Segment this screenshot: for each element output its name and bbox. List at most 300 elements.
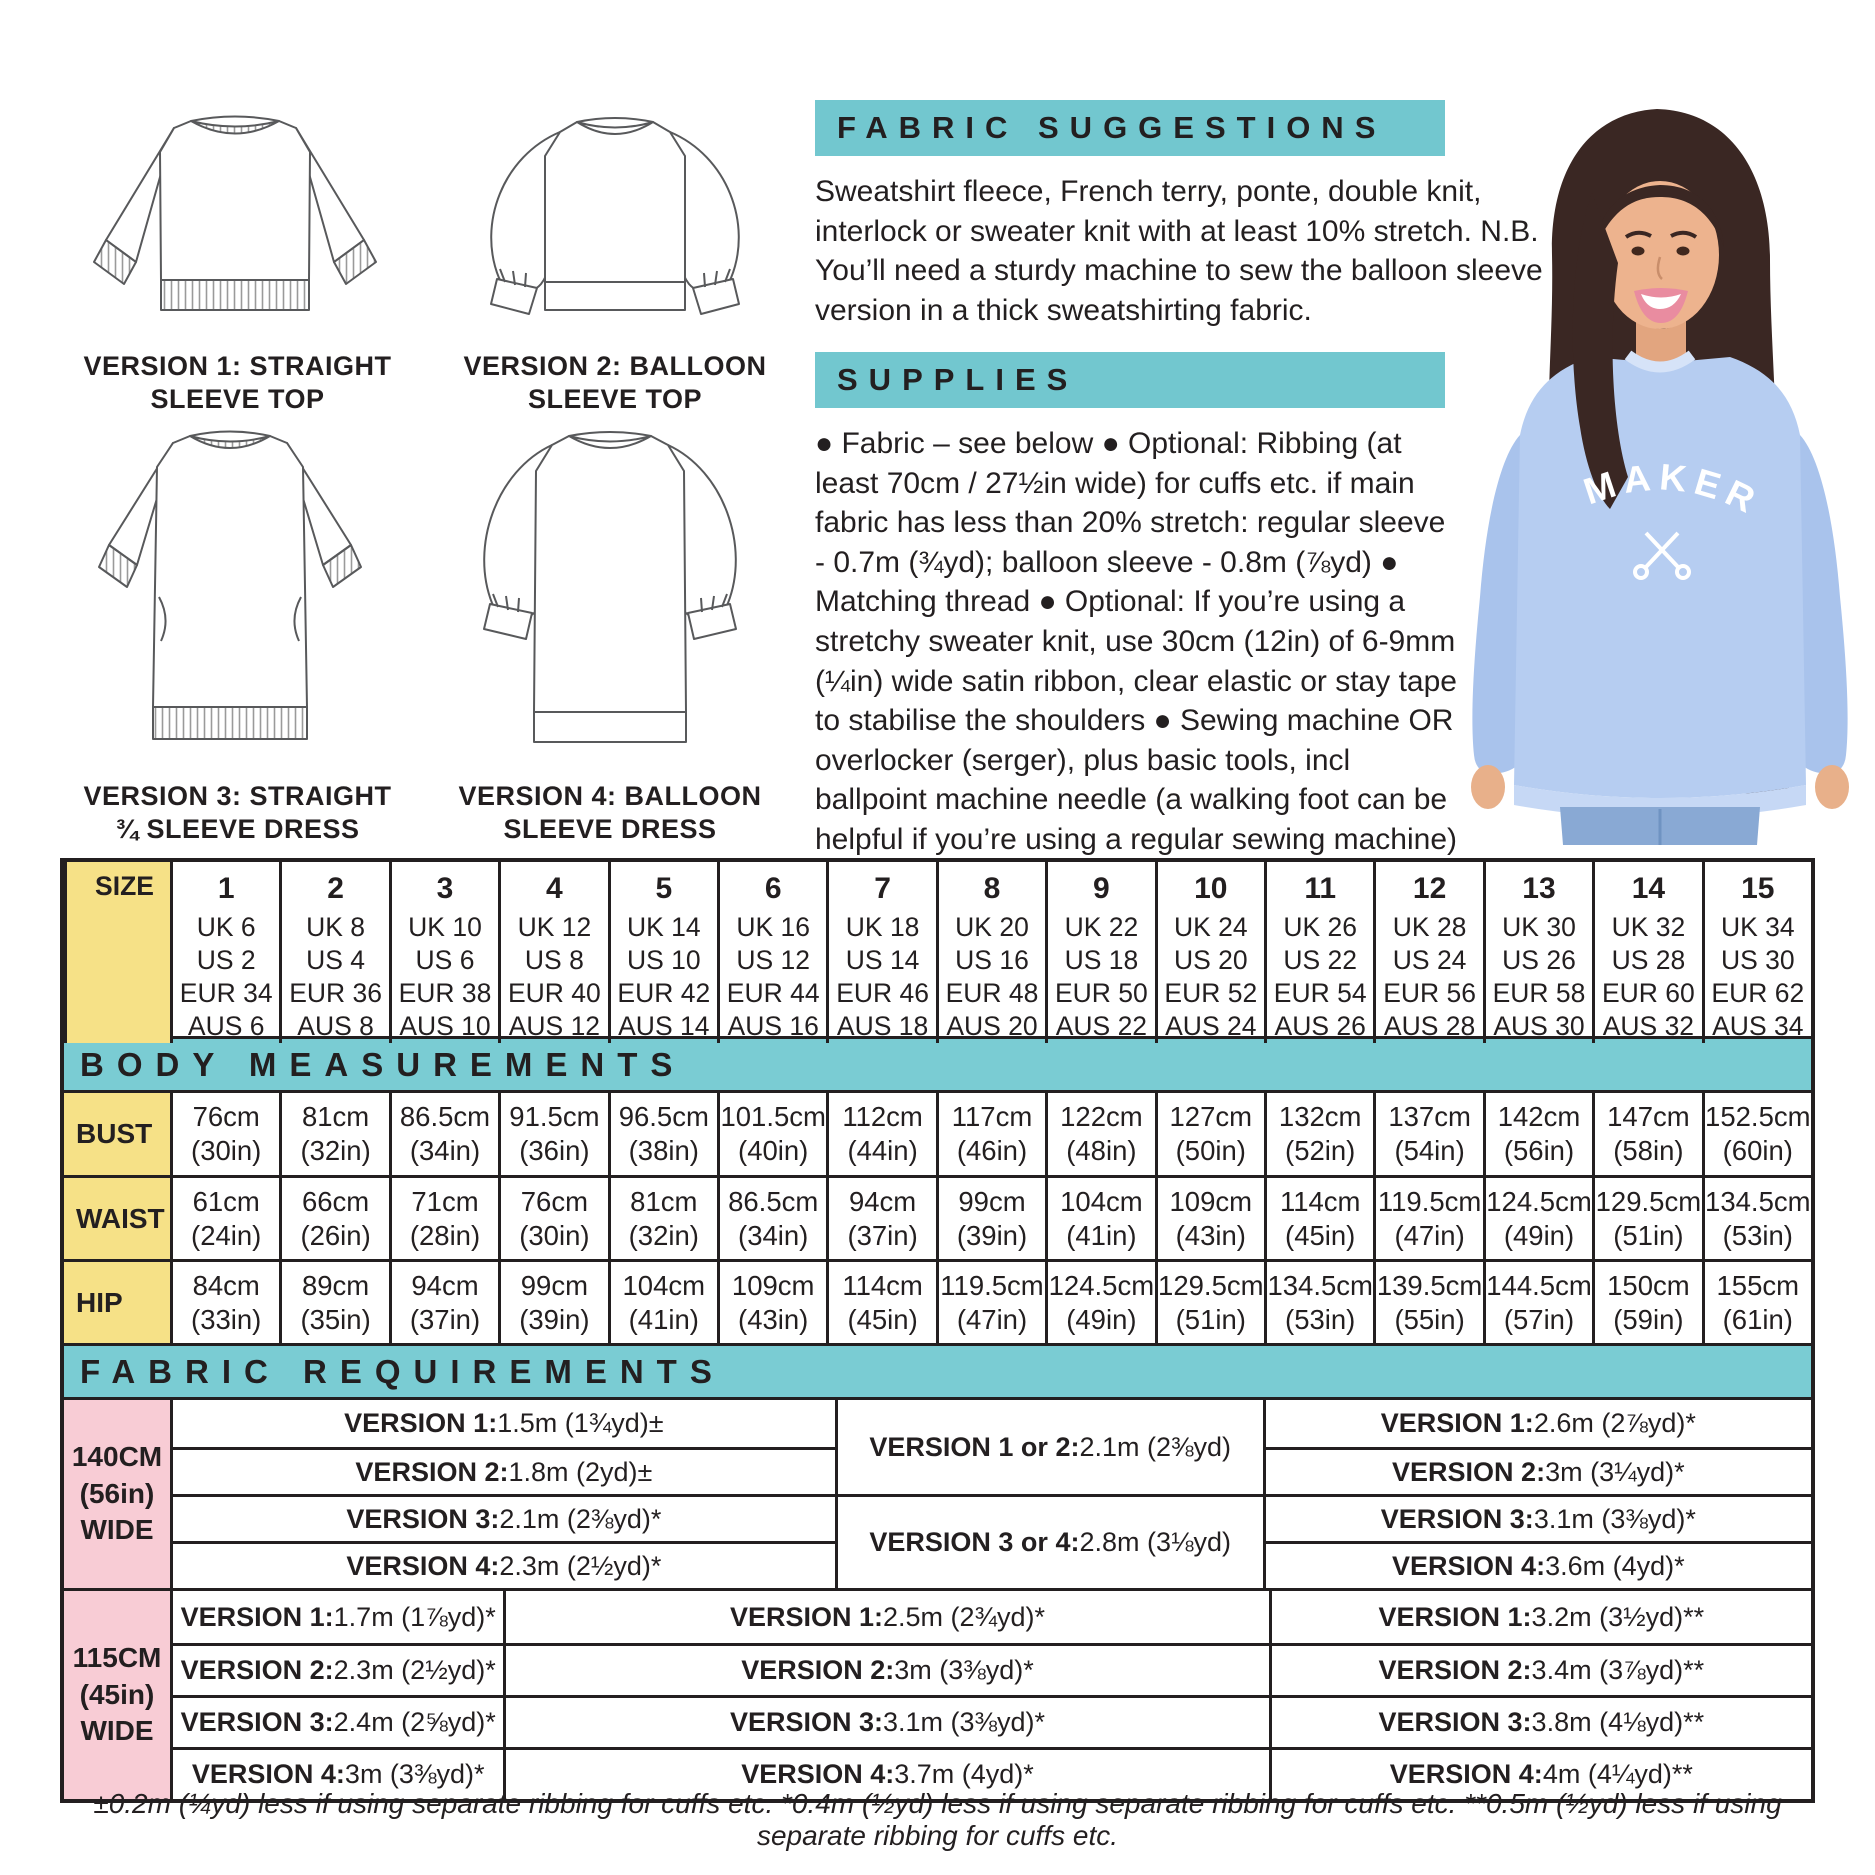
measurement-value bbox=[1483, 1093, 1592, 1175]
value-in: (34in) bbox=[409, 1135, 481, 1166]
version-2-caption bbox=[445, 350, 785, 416]
value-cm: 124.5cm bbox=[1048, 1269, 1155, 1301]
measurement-value bbox=[1592, 1259, 1701, 1343]
value-cm: 119.5cm bbox=[940, 1269, 1044, 1301]
value-in: (32in) bbox=[300, 1135, 371, 1166]
value-cm: 99cm bbox=[520, 1269, 589, 1301]
fabric-requirement-cell: VERSION 2: 1.8m (2yd)± bbox=[170, 1447, 835, 1494]
size-eur: EUR 36 bbox=[289, 977, 382, 1008]
measurement-value bbox=[170, 1175, 279, 1259]
version-label: VERSION 3: bbox=[1378, 1707, 1532, 1737]
value-cm: 142cm bbox=[1497, 1101, 1581, 1133]
size-us: US 14 bbox=[845, 944, 920, 975]
value-in: (61in) bbox=[1722, 1303, 1793, 1335]
size-eur: EUR 62 bbox=[1711, 977, 1805, 1008]
value-in: (26in) bbox=[300, 1219, 371, 1251]
size-uk: UK 20 bbox=[955, 911, 1029, 942]
size-row-label: SIZE bbox=[64, 862, 170, 1043]
size-number: 14 bbox=[1631, 872, 1666, 905]
size-us: US 22 bbox=[1283, 944, 1358, 975]
size-eur: EUR 60 bbox=[1601, 977, 1695, 1008]
size-column bbox=[1045, 862, 1154, 1043]
version-label: VERSION 2: bbox=[355, 1456, 509, 1487]
value-in: (50in) bbox=[1175, 1135, 1246, 1166]
size-column bbox=[1373, 862, 1482, 1043]
size-number: 8 bbox=[983, 872, 1001, 905]
measurement-value bbox=[1483, 1259, 1592, 1343]
measurement-value bbox=[1373, 1259, 1482, 1343]
size-number: 9 bbox=[1093, 872, 1110, 905]
fabric-requirement-cell: VERSION 4: 3.7m (4yd)* bbox=[503, 1747, 1268, 1799]
fabric-requirement-cell: VERSION 4: 3m (3⅜yd)* bbox=[170, 1747, 503, 1799]
fabric-requirement-cell: VERSION 2: 3m (3⅜yd)* bbox=[503, 1643, 1268, 1695]
size-aus: AUS 12 bbox=[508, 1010, 601, 1041]
version-label: VERSION 3: bbox=[346, 1503, 500, 1534]
measurement-label: BUST bbox=[64, 1093, 170, 1175]
fabric-requirement-cell: VERSION 2: 2.3m (2½yd)* bbox=[170, 1643, 503, 1695]
value-in: (52in) bbox=[1285, 1135, 1356, 1166]
size-aus: AUS 34 bbox=[1712, 1010, 1804, 1041]
supplies-title: SUPPLIES bbox=[837, 362, 1079, 397]
size-column bbox=[826, 862, 935, 1043]
measurement-value bbox=[1373, 1093, 1482, 1175]
value-cm: 112cm bbox=[842, 1101, 923, 1133]
value-cm: 94cm bbox=[411, 1269, 479, 1301]
value-in: (60in) bbox=[1722, 1135, 1793, 1166]
size-uk: UK 14 bbox=[626, 911, 701, 942]
measurement-value bbox=[1155, 1093, 1264, 1175]
caption-line: VERSION 4: BALLOON bbox=[458, 781, 762, 811]
value-cm: 76cm bbox=[192, 1101, 260, 1133]
value-cm: 99cm bbox=[958, 1185, 1026, 1217]
size-column bbox=[389, 862, 498, 1043]
version-4-drawing bbox=[440, 405, 780, 777]
measurement-value bbox=[608, 1259, 717, 1343]
size-uk: UK 8 bbox=[306, 911, 366, 942]
value-cm: 127cm bbox=[1169, 1101, 1253, 1133]
value-in: (53in) bbox=[1285, 1303, 1356, 1335]
value-cm: 152.5cm bbox=[1705, 1101, 1811, 1133]
value-cm: 109cm bbox=[731, 1269, 815, 1301]
value-cm: 124.5cm bbox=[1486, 1185, 1592, 1217]
measurement-value bbox=[1373, 1175, 1482, 1259]
measurement-value bbox=[936, 1259, 1045, 1343]
size-aus: AUS 32 bbox=[1602, 1010, 1695, 1041]
value-in: (47in) bbox=[1394, 1219, 1465, 1251]
fabric-requirement-cell: VERSION 4: 4m (4¼yd)** bbox=[1269, 1747, 1811, 1799]
measurement-value bbox=[608, 1175, 717, 1259]
size-uk: UK 10 bbox=[408, 911, 482, 942]
size-uk: UK 16 bbox=[736, 911, 811, 942]
supplies-header bbox=[815, 352, 1445, 408]
value-in: (43in) bbox=[1175, 1219, 1246, 1251]
value-in: (41in) bbox=[628, 1303, 699, 1335]
size-chart-table bbox=[60, 858, 1815, 1803]
fabric-suggestions-header bbox=[815, 100, 1445, 156]
size-uk: UK 26 bbox=[1283, 911, 1358, 942]
measurement-label: HIP bbox=[64, 1259, 170, 1343]
size-eur: EUR 38 bbox=[398, 977, 492, 1008]
value-cm: 89cm bbox=[301, 1269, 370, 1301]
value-cm: 104cm bbox=[622, 1269, 706, 1301]
value-in: (56in) bbox=[1503, 1135, 1575, 1166]
value-cm: 104cm bbox=[1060, 1185, 1143, 1217]
size-header-row bbox=[64, 862, 1811, 1041]
width-label-line: 140CM bbox=[71, 1441, 163, 1473]
measurement-value bbox=[1045, 1093, 1154, 1175]
fabric-width-label bbox=[64, 1591, 170, 1799]
fabric-requirement-cell: VERSION 3: 3.1m (3⅜yd)* bbox=[1263, 1494, 1811, 1541]
version-label: VERSION 3: bbox=[180, 1707, 334, 1737]
size-number: 3 bbox=[436, 872, 454, 905]
measurement-value bbox=[1045, 1175, 1154, 1259]
size-column bbox=[170, 862, 279, 1043]
size-uk: UK 22 bbox=[1064, 911, 1139, 942]
fabric-requirements-115cm bbox=[64, 1588, 1811, 1799]
version-3-caption bbox=[70, 780, 405, 846]
value-in: (36in) bbox=[519, 1135, 590, 1166]
value-cm: 86.5cm bbox=[399, 1101, 491, 1133]
value-in: (30in) bbox=[519, 1219, 590, 1251]
value-in: (54in) bbox=[1394, 1135, 1465, 1166]
size-eur: EUR 48 bbox=[945, 977, 1039, 1008]
value-in: (57in) bbox=[1503, 1303, 1575, 1335]
value-in: (55in) bbox=[1394, 1303, 1465, 1335]
fabric-requirement-cell: VERSION 2: 3.4m (3⅞yd)** bbox=[1269, 1643, 1811, 1695]
caption-line: SLEEVE TOP bbox=[150, 383, 325, 414]
value-cm: 117cm bbox=[951, 1101, 1033, 1133]
size-column bbox=[608, 862, 717, 1043]
version-1-caption bbox=[70, 350, 405, 416]
value-in: (48in) bbox=[1066, 1135, 1137, 1166]
size-uk: UK 32 bbox=[1611, 911, 1686, 942]
size-us: US 8 bbox=[524, 944, 584, 975]
measurement-value bbox=[936, 1175, 1045, 1259]
version-2-drawing bbox=[445, 92, 785, 344]
fabric-requirement-cell: VERSION 4: 3.6m (4yd)* bbox=[1263, 1541, 1811, 1588]
caption-line: SLEEVE DRESS bbox=[503, 813, 717, 844]
size-us: US 24 bbox=[1392, 944, 1467, 975]
size-eur: EUR 42 bbox=[617, 977, 711, 1008]
size-eur: EUR 50 bbox=[1054, 977, 1148, 1008]
value-cm: 129.5cm bbox=[1158, 1269, 1264, 1301]
size-aus: AUS 28 bbox=[1383, 1010, 1476, 1041]
model-photo bbox=[1440, 95, 1875, 845]
fabric-requirement-cell: VERSION 2: 3m (3¼yd)* bbox=[1263, 1447, 1811, 1494]
caption-line: VERSION 2: BALLOON bbox=[463, 351, 767, 381]
value-cm: 134.5cm bbox=[1705, 1185, 1811, 1217]
value-in: (49in) bbox=[1503, 1219, 1575, 1251]
measurement-value bbox=[826, 1175, 935, 1259]
size-number: 12 bbox=[1412, 872, 1447, 905]
value-cm: 109cm bbox=[1169, 1185, 1253, 1217]
size-eur: EUR 40 bbox=[507, 977, 601, 1008]
fabric-requirement-cell: VERSION 1: 1.7m (1⅞yd)* bbox=[170, 1591, 503, 1643]
body-measurements-title: BODY MEASUREMENTS bbox=[80, 1045, 686, 1083]
fabric-width-label bbox=[64, 1400, 170, 1588]
size-uk: UK 34 bbox=[1720, 911, 1795, 942]
version-label: VERSION 2: bbox=[180, 1655, 334, 1685]
fabric-requirement-cell: VERSION 4: 2.3m (2½yd)* bbox=[170, 1541, 835, 1588]
size-column bbox=[1592, 862, 1701, 1043]
measurement-value bbox=[498, 1259, 607, 1343]
value-cm: 101.5cm bbox=[720, 1101, 826, 1133]
value-cm: 144.5cm bbox=[1486, 1269, 1592, 1301]
size-aus: AUS 14 bbox=[618, 1010, 710, 1041]
size-aus: AUS 18 bbox=[836, 1010, 929, 1041]
size-aus: AUS 16 bbox=[727, 1010, 819, 1041]
fabric-suggestions-body: Sweatshirt fleece, French terry, ponte, double knit, interlock or sweater knit with at least 10% stretch. N.B. You’ll need a sturdy machine to sew the balloon sleeve version in a thick sweatshirting fabric. bbox=[815, 175, 1543, 327]
size-us: US 4 bbox=[306, 944, 366, 975]
size-aus: AUS 24 bbox=[1165, 1010, 1257, 1041]
size-us: US 12 bbox=[736, 944, 811, 975]
value-in: (30in) bbox=[191, 1135, 262, 1166]
size-uk: UK 28 bbox=[1392, 911, 1467, 942]
fabric-requirements-140cm bbox=[64, 1397, 1811, 1588]
caption-line: ¾ SLEEVE DRESS bbox=[115, 813, 360, 844]
value-in: (58in) bbox=[1613, 1135, 1684, 1166]
size-uk: UK 12 bbox=[517, 911, 592, 942]
size-eur: EUR 46 bbox=[836, 977, 929, 1008]
measurement-value bbox=[1045, 1259, 1154, 1343]
value-in: (33in) bbox=[191, 1303, 262, 1335]
footnote: ±0.2m (¼yd) less if using separate ribbing for cuffs etc. *0.4m (½yd) less if using separate ribbing for cuffs etc. **0.5m (½yd) less if using separate ribbing for cuffs etc. bbox=[93, 1788, 1782, 1851]
value-cm: 66cm bbox=[301, 1185, 370, 1217]
value-in: (44in) bbox=[847, 1135, 918, 1166]
version-label: VERSION 1: bbox=[1380, 1408, 1534, 1438]
size-column bbox=[717, 862, 826, 1043]
fabric-requirement-cell: VERSION 1: 1.5m (1¾yd)± bbox=[170, 1400, 835, 1447]
size-aus: AUS 20 bbox=[946, 1010, 1038, 1041]
value-cm: 119.5cm bbox=[1377, 1185, 1482, 1217]
value-cm: 84cm bbox=[192, 1269, 260, 1301]
size-us: US 26 bbox=[1502, 944, 1576, 975]
measurement-label: WAIST bbox=[64, 1175, 170, 1259]
width-label-line: WIDE bbox=[80, 1715, 154, 1747]
version-label: VERSION 1: bbox=[180, 1601, 334, 1632]
value-in: (37in) bbox=[409, 1303, 481, 1335]
measurement-value bbox=[389, 1175, 498, 1259]
value-cm: 147cm bbox=[1607, 1101, 1690, 1133]
measurement-value bbox=[1592, 1093, 1701, 1175]
measurement-value bbox=[279, 1093, 388, 1175]
version-label: VERSION 1 or 2: bbox=[869, 1431, 1080, 1462]
value-in: (28in) bbox=[409, 1219, 481, 1251]
size-column bbox=[498, 862, 607, 1043]
size-number: 15 bbox=[1741, 872, 1775, 905]
size-number: 7 bbox=[874, 872, 891, 905]
caption-line: SLEEVE TOP bbox=[527, 383, 703, 414]
measurement-value bbox=[389, 1093, 498, 1175]
value-in: (51in) bbox=[1613, 1219, 1684, 1251]
hand bbox=[1471, 765, 1505, 809]
body-measurements-band bbox=[64, 1036, 1811, 1090]
fabric-requirement-cell: VERSION 3: 2.4m (2⅝yd)* bbox=[170, 1695, 503, 1747]
size-uk: UK 6 bbox=[196, 911, 256, 942]
version-4-caption bbox=[440, 780, 780, 846]
value-in: (38in) bbox=[628, 1135, 699, 1166]
value-in: (24in) bbox=[191, 1219, 262, 1251]
size-number: 11 bbox=[1304, 872, 1337, 905]
size-eur: EUR 56 bbox=[1383, 977, 1476, 1008]
value-cm: 129.5cm bbox=[1595, 1185, 1702, 1217]
size-number: 5 bbox=[655, 872, 673, 905]
size-us: US 10 bbox=[626, 944, 701, 975]
value-cm: 122cm bbox=[1060, 1101, 1143, 1133]
value-cm: 81cm bbox=[630, 1185, 698, 1217]
size-number: 1 bbox=[217, 872, 235, 905]
size-uk: UK 24 bbox=[1173, 911, 1248, 942]
size-aus: AUS 6 bbox=[187, 1010, 265, 1041]
measurement-value bbox=[1264, 1175, 1373, 1259]
size-us: US 16 bbox=[955, 944, 1029, 975]
value-in: (35in) bbox=[300, 1303, 371, 1335]
version-1-drawing bbox=[70, 92, 400, 344]
width-label-line: 115CM bbox=[72, 1642, 162, 1674]
size-number: 6 bbox=[764, 872, 782, 905]
size-us: US 20 bbox=[1173, 944, 1248, 975]
measurement-value bbox=[1702, 1259, 1811, 1343]
measurement-value bbox=[717, 1093, 826, 1175]
value-in: (46in) bbox=[956, 1135, 1028, 1166]
version-label: VERSION 2: bbox=[1392, 1456, 1546, 1487]
version-label: VERSION 2: bbox=[741, 1655, 895, 1685]
width-label-line: WIDE bbox=[80, 1514, 154, 1546]
fabric-requirements-title: FABRIC REQUIREMENTS bbox=[80, 1352, 725, 1390]
size-aus: AUS 30 bbox=[1493, 1010, 1585, 1041]
size-aus: AUS 8 bbox=[297, 1010, 374, 1041]
size-uk: UK 30 bbox=[1502, 911, 1576, 942]
measurement-value bbox=[1592, 1175, 1701, 1259]
version-label: VERSION 4: bbox=[346, 1550, 500, 1581]
fabric-requirement-cell: VERSION 3: 3.8m (4⅛yd)** bbox=[1269, 1695, 1811, 1747]
size-eur: EUR 34 bbox=[179, 977, 273, 1008]
fabric-requirement-cell: VERSION 3 or 4: 2.8m (3⅛yd) bbox=[835, 1494, 1263, 1588]
size-us: US 6 bbox=[415, 944, 475, 975]
measurement-value bbox=[608, 1093, 717, 1175]
size-us: US 28 bbox=[1611, 944, 1686, 975]
size-uk: UK 18 bbox=[845, 911, 920, 942]
value-cm: 94cm bbox=[848, 1185, 917, 1217]
version-label: VERSION 1: bbox=[729, 1601, 883, 1632]
size-column bbox=[1483, 862, 1592, 1043]
size-number: 2 bbox=[327, 872, 344, 905]
size-number: 4 bbox=[546, 872, 563, 905]
fabric-requirement-cell: VERSION 3: 2.1m (2⅜yd)* bbox=[170, 1494, 835, 1541]
supplies-body: ● Fabric – see below ● Optional: Ribbing (at least 70cm / 27½in wide) for cuffs etc. if main fabric has less than 20% stretch: regular sleeve - 0.7m (¾yd); balloon sleeve - 0.8m (⅞yd) ● Matching thread ● Optional: If you’re using a stretchy sweater knit, use 30cm (12in) of 6-9mm (¼in) wide satin ribbon, clear elastic or stay tape to stabilise the shoulders ● Sewing machine OR overlocker (serger), plus basic tools, incl ballpoint machine needle (a walking foot can be helpful if you’re using a regular sewing machine) bbox=[815, 427, 1458, 856]
version-3-drawing bbox=[75, 405, 385, 777]
value-cm: 76cm bbox=[520, 1185, 589, 1217]
value-in: (45in) bbox=[1285, 1219, 1356, 1251]
value-cm: 155cm bbox=[1716, 1269, 1800, 1301]
measurement-value bbox=[1155, 1259, 1264, 1343]
size-eur: EUR 54 bbox=[1273, 977, 1367, 1008]
measurement-value bbox=[826, 1093, 935, 1175]
measurement-value bbox=[170, 1259, 279, 1343]
value-cm: 86.5cm bbox=[728, 1185, 819, 1217]
value-in: (47in) bbox=[956, 1303, 1028, 1335]
size-eur: EUR 58 bbox=[1492, 977, 1586, 1008]
fabric-requirement-cell: VERSION 1: 3.2m (3½yd)** bbox=[1269, 1591, 1811, 1643]
measurement-value bbox=[1264, 1093, 1373, 1175]
size-aus: AUS 22 bbox=[1055, 1010, 1148, 1041]
size-number: 13 bbox=[1522, 872, 1556, 905]
fabric-requirement-cell: VERSION 1: 2.6m (2⅞yd)* bbox=[1263, 1400, 1811, 1447]
value-cm: 132cm bbox=[1278, 1101, 1362, 1133]
fabric-suggestions-title: FABRIC SUGGESTIONS bbox=[837, 110, 1387, 145]
version-label: VERSION 4: bbox=[191, 1759, 345, 1789]
value-cm: 139.5cm bbox=[1376, 1269, 1483, 1301]
value-in: (41in) bbox=[1066, 1219, 1137, 1251]
version-label: VERSION 4: bbox=[1392, 1550, 1546, 1581]
value-in: (45in) bbox=[847, 1303, 918, 1335]
measurement-value bbox=[170, 1093, 279, 1175]
measurement-value bbox=[936, 1093, 1045, 1175]
value-in: (53in) bbox=[1722, 1219, 1793, 1251]
measurement-value bbox=[1155, 1175, 1264, 1259]
fabric-requirements-band bbox=[64, 1343, 1811, 1397]
value-in: (32in) bbox=[628, 1219, 699, 1251]
value-in: (51in) bbox=[1175, 1303, 1246, 1335]
version-label: VERSION 3: bbox=[729, 1707, 883, 1737]
size-eur: EUR 44 bbox=[726, 977, 820, 1008]
size-column bbox=[1702, 862, 1811, 1043]
value-cm: 114cm bbox=[842, 1269, 923, 1301]
measurement-value bbox=[1702, 1093, 1811, 1175]
measurement-value bbox=[717, 1259, 826, 1343]
fabric-requirement-cell: VERSION 1 or 2: 2.1m (2⅜yd) bbox=[835, 1400, 1263, 1494]
value-in: (59in) bbox=[1613, 1303, 1684, 1335]
size-column bbox=[936, 862, 1045, 1043]
measurement-value bbox=[498, 1093, 607, 1175]
version-label: VERSION 3: bbox=[1380, 1503, 1534, 1534]
value-cm: 71cm bbox=[411, 1185, 479, 1217]
measurement-value bbox=[279, 1259, 388, 1343]
fabric-requirement-cell: VERSION 3: 3.1m (3⅜yd)* bbox=[503, 1695, 1268, 1747]
value-in: (49in) bbox=[1066, 1303, 1137, 1335]
value-in: (43in) bbox=[738, 1303, 809, 1335]
value-in: (40in) bbox=[738, 1135, 809, 1166]
value-cm: 96.5cm bbox=[618, 1101, 709, 1133]
measurement-value bbox=[1702, 1175, 1811, 1259]
version-label: VERSION 3 or 4: bbox=[869, 1527, 1080, 1557]
measurement-value bbox=[717, 1175, 826, 1259]
caption-line: VERSION 3: STRAIGHT bbox=[83, 781, 392, 811]
version-label: VERSION 2: bbox=[1378, 1655, 1532, 1685]
value-in: (39in) bbox=[956, 1219, 1028, 1251]
width-label-line: (45in) bbox=[79, 1678, 155, 1710]
measurement-value bbox=[279, 1175, 388, 1259]
maker-logo-text: MAKER bbox=[1578, 456, 1768, 524]
measurement-value bbox=[498, 1175, 607, 1259]
size-column bbox=[279, 862, 388, 1043]
size-column bbox=[1264, 862, 1373, 1043]
value-cm: 137cm bbox=[1388, 1101, 1471, 1133]
value-in: (34in) bbox=[738, 1219, 809, 1251]
value-cm: 81cm bbox=[301, 1101, 370, 1133]
value-in: (37in) bbox=[847, 1219, 918, 1251]
measurement-value bbox=[1264, 1259, 1373, 1343]
size-us: US 18 bbox=[1064, 944, 1139, 975]
value-cm: 134.5cm bbox=[1267, 1269, 1373, 1301]
version-label: VERSION 1: bbox=[344, 1408, 498, 1438]
value-cm: 150cm bbox=[1607, 1269, 1690, 1301]
value-cm: 91.5cm bbox=[509, 1101, 600, 1133]
caption-line: VERSION 1: STRAIGHT bbox=[83, 351, 392, 381]
size-us: US 2 bbox=[196, 944, 256, 975]
sweatshirt bbox=[1514, 357, 1806, 798]
version-label: VERSION 4: bbox=[741, 1759, 895, 1789]
